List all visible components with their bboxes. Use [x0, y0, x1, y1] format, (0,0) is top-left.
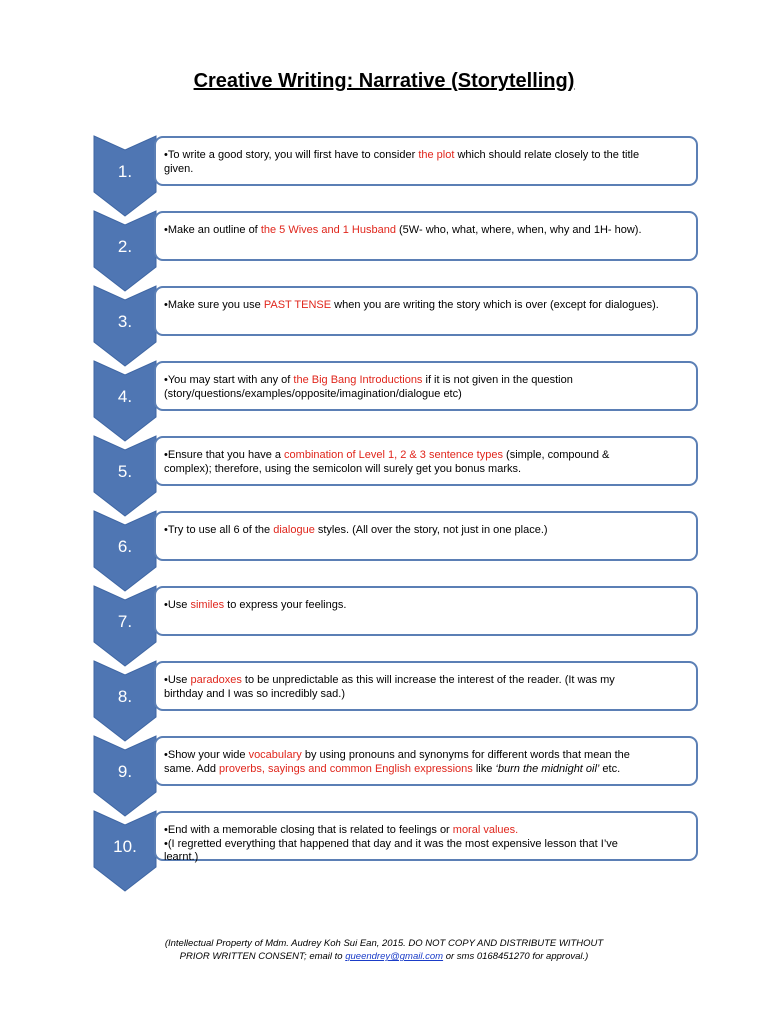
- step-text-line: [164, 388, 688, 402]
- body-text: etc.: [599, 762, 621, 775]
- step-number: 9.: [117, 762, 133, 781]
- highlight-text: PAST TENSE: [263, 299, 332, 311]
- body-text: same. Add: [164, 762, 220, 775]
- body-text: (5W- who, what, where, when, why and 1H- how).: [395, 224, 642, 236]
- highlight-text: paradoxes: [190, 674, 242, 686]
- step-text-box: [154, 811, 698, 861]
- step-text-line: [164, 838, 688, 852]
- body-text: given.: [164, 162, 194, 175]
- step-6: [94, 511, 704, 567]
- highlight-text: the Big Bang Introductions: [293, 374, 423, 386]
- body-text: •Use: [164, 674, 191, 686]
- step-9: [94, 736, 704, 792]
- step-1: [94, 136, 704, 192]
- step-text-box: [154, 136, 698, 186]
- step-text-line: [164, 749, 688, 763]
- body-text: learnt.): [164, 851, 199, 863]
- body-text: •Try to use all 6 of the: [164, 524, 274, 536]
- step-8: [94, 661, 704, 717]
- highlight-text: the plot: [418, 149, 455, 161]
- body-text: complex); therefore, using the semicolon will surely get you bonus marks.: [164, 462, 522, 475]
- step-text-line: [164, 851, 688, 865]
- step-10: [94, 811, 704, 867]
- body-text: •Use: [164, 599, 191, 611]
- step-text-box: [154, 436, 698, 486]
- step-text-box: [154, 661, 698, 711]
- highlight-text: proverbs, sayings and common English expressions: [219, 762, 473, 775]
- body-text: to be unpredictable as this will increase the interest of the reader. (It was my: [241, 674, 615, 686]
- step-text-line: [164, 299, 688, 313]
- step-4: [94, 361, 704, 417]
- body-text: •(I regretted everything that happened that day and it was the most expensive lesson that I’ve: [164, 837, 618, 850]
- footer-suffix: or sms 0168451270 for approval.): [443, 951, 589, 962]
- step-text-box: [154, 361, 698, 411]
- step-text-line: [164, 149, 688, 163]
- step-7: [94, 586, 704, 642]
- step-text-line: [164, 374, 688, 388]
- body-text: by using pronouns and synonyms for different words that mean the: [301, 749, 630, 761]
- step-number: 4.: [117, 387, 133, 406]
- step-number: 5.: [117, 462, 133, 481]
- copyright-footer: [0, 937, 768, 963]
- body-text: like: [472, 762, 496, 775]
- step-text-box: [154, 286, 698, 336]
- step-text-line: [164, 674, 688, 688]
- step-number: 8.: [117, 687, 133, 706]
- body-text: (simple, compound &: [502, 449, 610, 461]
- step-number: 2.: [117, 237, 133, 256]
- footer-prefix: PRIOR WRITTEN CONSENT; email to: [179, 951, 346, 962]
- italic-text: ‘burn the midnight oil’: [495, 762, 600, 775]
- highlight-text: moral values.: [452, 824, 519, 836]
- step-text-line: [164, 763, 688, 777]
- step-text-line: [164, 449, 688, 463]
- step-text-line: [164, 163, 688, 177]
- body-text: (story/questions/examples/opposite/imagination/dialogue etc): [164, 387, 462, 400]
- body-text: •Make sure you use: [164, 299, 264, 311]
- step-text-box: [154, 586, 698, 636]
- body-text: •Make an outline of: [164, 224, 261, 236]
- step-number: 7.: [117, 612, 133, 631]
- step-text-box: [154, 211, 698, 261]
- body-text: which should relate closely to the title: [454, 149, 640, 161]
- highlight-text: similes: [190, 599, 225, 611]
- footer-line-2: [0, 950, 768, 963]
- step-2: [94, 211, 704, 267]
- step-text-line: [164, 688, 688, 702]
- step-number: 1.: [117, 162, 133, 181]
- step-text-line: [164, 224, 688, 238]
- step-text-box: [154, 736, 698, 786]
- highlight-text: vocabulary: [248, 749, 302, 761]
- step-text-line: [164, 824, 688, 838]
- step-text-line: [164, 463, 688, 477]
- highlight-text: the 5 Wives and 1 Husband: [260, 224, 396, 236]
- step-number: 6.: [117, 537, 133, 556]
- step-text-line: [164, 599, 688, 613]
- highlight-text: combination of Level 1, 2 & 3 sentence types: [284, 449, 503, 461]
- body-text: •Ensure that you have a: [164, 449, 285, 461]
- step-3: [94, 286, 704, 342]
- footer-line-1: (Intellectual Property of Mdm. Audrey Koh Sui Ean, 2015. DO NOT COPY AND DISTRIBUTE WITHOUT: [164, 938, 604, 949]
- body-text: birthday and I was so incredibly sad.): [164, 687, 345, 700]
- body-text: •To write a good story, you will first have to consider: [164, 149, 419, 161]
- step-text-box: [154, 511, 698, 561]
- step-number: 10.: [113, 837, 137, 856]
- step-number: 3.: [117, 312, 133, 331]
- body-text: when you are writing the story which is over (except for dialogues).: [331, 299, 659, 311]
- step-text-line: [164, 524, 688, 538]
- page-title: Creative Writing: Narrative (Storytelling): [193, 70, 575, 92]
- body-text: to express your feelings.: [224, 599, 347, 611]
- body-text: •You may start with any of: [164, 374, 294, 386]
- body-text: •End with a memorable closing that is related to feelings or: [164, 824, 453, 836]
- body-text: styles. (All over the story, not just in one place.): [314, 524, 548, 536]
- body-text: •Show your wide: [164, 749, 249, 761]
- body-text: if it is not given in the question: [422, 374, 573, 386]
- step-5: [94, 436, 704, 492]
- highlight-text: dialogue: [273, 524, 315, 536]
- email-link[interactable]: queendrey@gmail.com: [345, 951, 444, 962]
